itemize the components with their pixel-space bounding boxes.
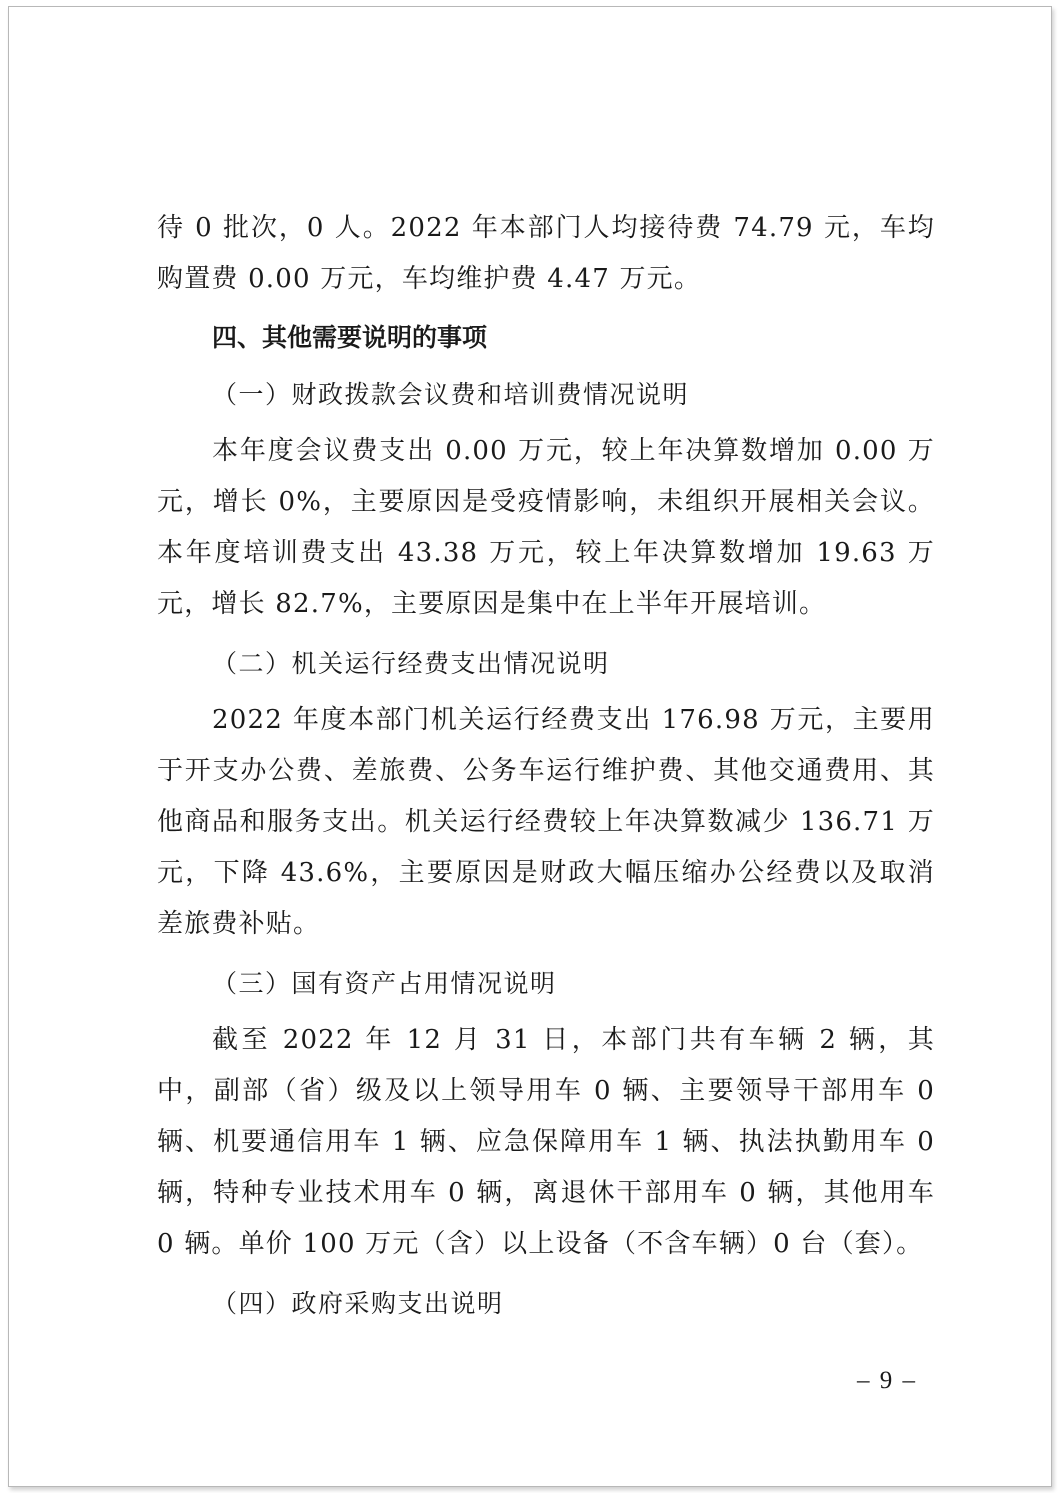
document-page (8, 6, 1052, 1487)
page-number: – 9 – (857, 1367, 917, 1394)
subheading-state-assets: （三）国有资产占用情况说明 (212, 969, 557, 998)
paragraph-state-assets: 截至 2022 年 12 月 31 日，本部门共有车辆 2 辆，其中，副部（省）级及以上领导用车 0 辆、主要领导干部用车 0 辆、机要通信用车 1 辆、应急保障用车 1 辆、执法执勤用车 0 辆，特种专业技术用车 0 辆，离退休干部用车 0 辆，其他用车 0 辆。单价 100 万元（含）以上设备（不含车辆）0 台（套）。 (157, 1025, 935, 1259)
subheading-meeting-training: （一）财政拨款会议费和培训费情况说明 (212, 380, 690, 409)
paragraph-meeting-training: 本年度会议费支出 0.00 万元，较上年决算数增加 0.00 万元，增长 0%，主要原因是受疫情影响，未组织开展相关会议。本年度培训费支出 43.38 万元，较上年决算数增加 19.63 万元，增长 82.7%，主要原因是集中在上半年开展培训。 (157, 436, 935, 619)
section-heading-other-matters: 四、其他需要说明的事项 (212, 323, 488, 352)
page-content (157, 203, 935, 1335)
paragraph-reception-costs: 待 0 批次，0 人。2022 年本部门人均接待费 74.79 元，车均购置费 0.00 万元，车均维护费 4.47 万元。 (157, 213, 935, 294)
paragraph-operating-expenses: 2022 年度本部门机关运行经费支出 176.98 万元，主要用于开支办公费、差旅费、公务车运行维护费、其他交通费用、其他商品和服务支出。机关运行经费较上年决算数减少 136.71 万元，下降 43.6%，主要原因是财政大幅压缩办公经费以及取消差旅费补贴。 (157, 705, 935, 939)
subheading-government-procurement: （四）政府采购支出说明 (212, 1289, 504, 1318)
subheading-operating-expenses: （二）机关运行经费支出情况说明 (212, 649, 610, 678)
